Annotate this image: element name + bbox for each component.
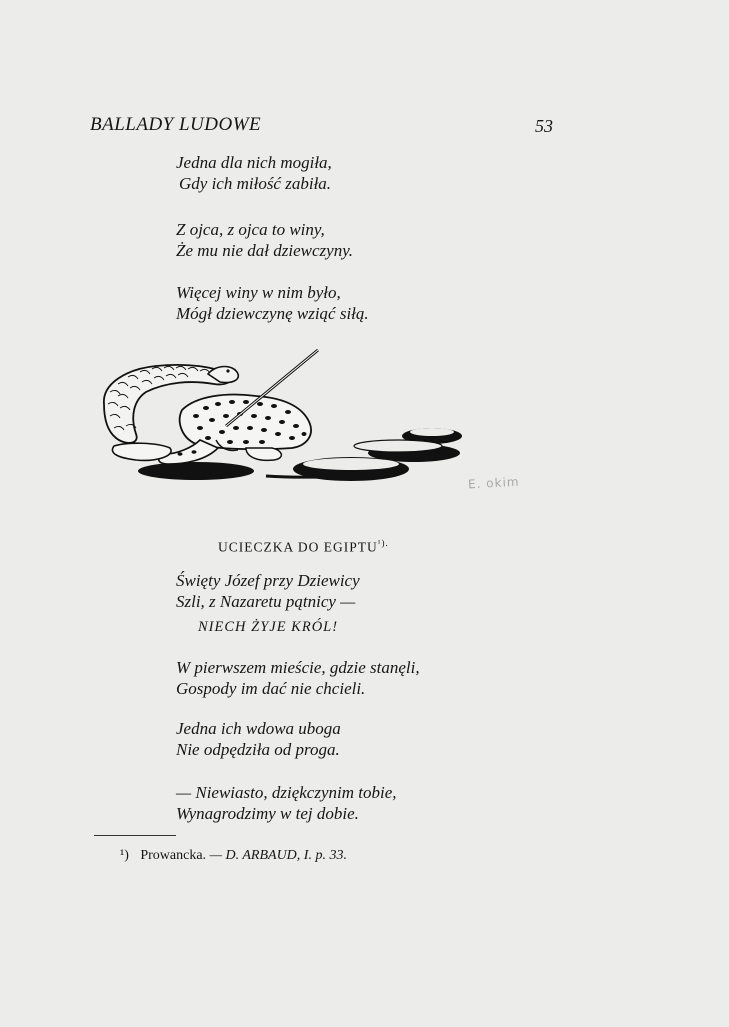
verse-line: Z ojca, z ojca to winy, xyxy=(176,220,325,239)
verse-line: Wynagrodzimy w tej dobie. xyxy=(176,804,359,823)
verse-line: Jedna dla nich mogiła, xyxy=(176,153,332,172)
verse-line: Gdy ich miłość zabiła. xyxy=(179,174,332,193)
section-title xyxy=(218,538,389,556)
page-number: 53 xyxy=(535,116,553,136)
verse-line: Że mu nie dał dziewczyny. xyxy=(176,241,354,260)
section-title-text: UCIECZKA DO EGIPTU xyxy=(218,539,378,555)
verse-line: Szli, z Nazaretu pątnicy — xyxy=(176,592,356,611)
verse-line: Święty Józef przy Dziewicy xyxy=(176,571,360,590)
verse-line: Jedna ich wdowa uboga xyxy=(176,719,341,738)
pencil-margin-note: E. okim xyxy=(467,474,520,492)
verse-line: Gospody im dać nie chcieli. xyxy=(176,679,366,698)
running-head: BALLADY LUDOWE xyxy=(90,114,262,135)
verse-line: Mógł dziewczynę wziąć siłą. xyxy=(176,304,369,323)
stanza-1 xyxy=(176,152,332,194)
stanza-2 xyxy=(176,219,353,261)
stanza-4 xyxy=(176,570,360,639)
verse-line: W pierwszem mieście, gdzie stanęli, xyxy=(176,658,420,677)
stanza-7 xyxy=(176,782,397,824)
stanza-3 xyxy=(176,282,369,324)
stanza-6 xyxy=(176,718,341,760)
footnote xyxy=(120,848,347,864)
verse-line: — Niewiasto, dziękczynim tobie, xyxy=(176,783,397,802)
stanza-5 xyxy=(176,657,420,699)
footnote-text: Prowancka. xyxy=(140,848,207,863)
footnote-mark: ¹) xyxy=(120,848,129,863)
footnote-rule xyxy=(94,835,176,836)
footnote-source: — D. ARBAUD, I. p. 33. xyxy=(209,848,347,863)
serpent-leopard-illustration xyxy=(96,344,468,492)
refrain: NIECH ŻYJE KRÓL! xyxy=(198,619,339,635)
verse-line: Więcej winy w nim było, xyxy=(176,283,341,302)
footnote-marker: ¹). xyxy=(377,538,389,548)
verse-line: Nie odpędziła od proga. xyxy=(176,740,340,759)
